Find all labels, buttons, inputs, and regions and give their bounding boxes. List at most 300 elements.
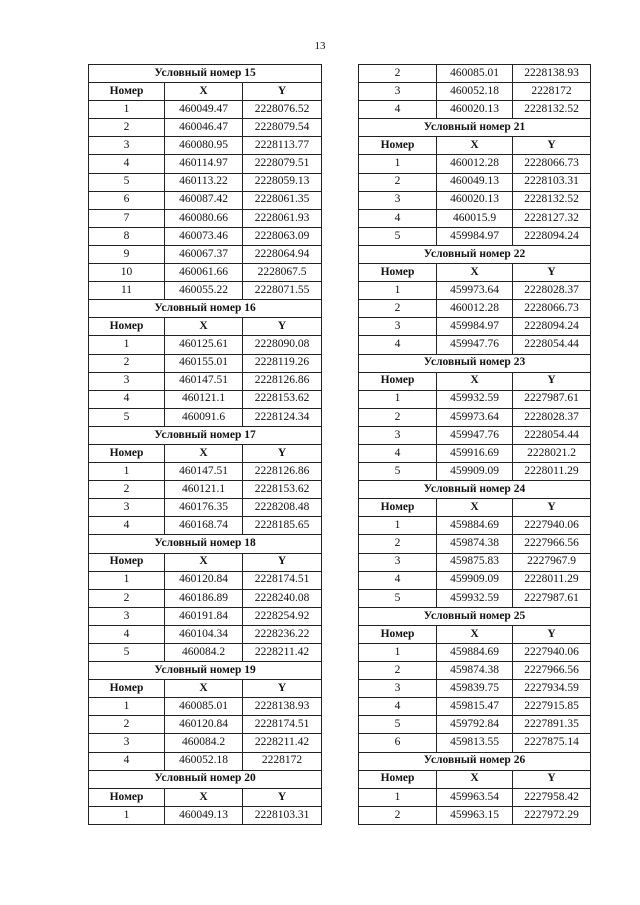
table-row bbox=[359, 644, 591, 662]
coordinates-table-left bbox=[88, 64, 321, 825]
y-coordinate-cell: 2228113.77 bbox=[243, 137, 322, 155]
table-header-row bbox=[359, 137, 591, 155]
section-title-row bbox=[89, 770, 322, 788]
header-x: X bbox=[165, 553, 243, 571]
y-coordinate-cell: 2228061.35 bbox=[243, 191, 322, 209]
y-coordinate-cell: 2228011.29 bbox=[513, 571, 591, 589]
table-body-right bbox=[359, 65, 591, 825]
point-number-cell: 4 bbox=[89, 517, 165, 535]
x-coordinate-cell: 459932.59 bbox=[437, 589, 513, 607]
point-number-cell: 3 bbox=[359, 191, 437, 209]
y-coordinate-cell: 2228119.26 bbox=[243, 354, 322, 372]
y-coordinate-cell: 2228066.73 bbox=[513, 300, 591, 318]
y-coordinate-cell: 2227966.56 bbox=[513, 662, 591, 680]
header-y: Y bbox=[243, 680, 322, 698]
section-title-row bbox=[359, 481, 591, 499]
table-row bbox=[359, 173, 591, 191]
point-number-cell: 4 bbox=[359, 444, 437, 462]
y-coordinate-cell: 2227940.06 bbox=[513, 517, 591, 535]
x-coordinate-cell: 459916.69 bbox=[437, 444, 513, 462]
header-number: Номер bbox=[89, 318, 165, 336]
table-row bbox=[89, 499, 322, 517]
x-coordinate-cell: 459884.69 bbox=[437, 517, 513, 535]
y-coordinate-cell: 2228103.31 bbox=[243, 806, 322, 824]
section-title: Условный номер 17 bbox=[89, 426, 322, 444]
y-coordinate-cell: 2228127.32 bbox=[513, 209, 591, 227]
point-number-cell: 4 bbox=[89, 752, 165, 770]
x-coordinate-cell: 460155.01 bbox=[165, 354, 243, 372]
y-coordinate-cell: 2228240.08 bbox=[243, 589, 322, 607]
table-row bbox=[359, 553, 591, 571]
header-number: Номер bbox=[359, 137, 437, 155]
table-body-left bbox=[89, 65, 322, 825]
point-number-cell: 3 bbox=[89, 372, 165, 390]
table-header-row bbox=[89, 83, 322, 101]
y-coordinate-cell: 2228124.34 bbox=[243, 408, 322, 426]
coordinates-table-right bbox=[358, 64, 590, 825]
point-number-cell: 2 bbox=[359, 65, 437, 83]
y-coordinate-cell: 2227966.56 bbox=[513, 535, 591, 553]
header-number: Номер bbox=[359, 499, 437, 517]
point-number-cell: 4 bbox=[89, 155, 165, 173]
y-coordinate-cell: 2228138.93 bbox=[513, 65, 591, 83]
x-coordinate-cell: 460191.84 bbox=[165, 607, 243, 625]
x-coordinate-cell: 460073.46 bbox=[165, 227, 243, 245]
point-number-cell: 2 bbox=[89, 354, 165, 372]
table-row bbox=[359, 535, 591, 553]
section-title: Условный номер 22 bbox=[359, 245, 591, 263]
header-number: Номер bbox=[89, 788, 165, 806]
header-x: X bbox=[437, 372, 513, 390]
x-coordinate-cell: 460084.2 bbox=[165, 734, 243, 752]
table-row bbox=[89, 589, 322, 607]
y-coordinate-cell: 2228132.52 bbox=[513, 101, 591, 119]
point-number-cell: 5 bbox=[359, 589, 437, 607]
y-coordinate-cell: 2228132.52 bbox=[513, 191, 591, 209]
table-row bbox=[359, 662, 591, 680]
y-coordinate-cell: 2228174.51 bbox=[243, 571, 322, 589]
point-number-cell: 5 bbox=[89, 408, 165, 426]
point-number-cell: 3 bbox=[359, 680, 437, 698]
section-title: Условный номер 25 bbox=[359, 607, 591, 625]
point-number-cell: 3 bbox=[359, 83, 437, 101]
header-y: Y bbox=[243, 788, 322, 806]
table-row bbox=[359, 318, 591, 336]
y-coordinate-cell: 2228054.44 bbox=[513, 336, 591, 354]
table-row bbox=[89, 644, 322, 662]
x-coordinate-cell: 460015.9 bbox=[437, 209, 513, 227]
table-header-row bbox=[89, 553, 322, 571]
x-coordinate-cell: 459813.55 bbox=[437, 734, 513, 752]
x-coordinate-cell: 460147.51 bbox=[165, 372, 243, 390]
y-coordinate-cell: 2228185.65 bbox=[243, 517, 322, 535]
section-title: Условный номер 19 bbox=[89, 662, 322, 680]
section-title: Условный номер 21 bbox=[359, 119, 591, 137]
point-number-cell: 5 bbox=[359, 227, 437, 245]
y-coordinate-cell: 2228211.42 bbox=[243, 734, 322, 752]
table-row bbox=[359, 83, 591, 101]
point-number-cell: 6 bbox=[89, 191, 165, 209]
point-number-cell: 1 bbox=[89, 571, 165, 589]
point-number-cell: 11 bbox=[89, 282, 165, 300]
table-row bbox=[89, 463, 322, 481]
x-coordinate-cell: 459973.64 bbox=[437, 282, 513, 300]
x-coordinate-cell: 460055.22 bbox=[165, 282, 243, 300]
section-title: Условный номер 15 bbox=[89, 65, 322, 83]
y-coordinate-cell: 2228208.48 bbox=[243, 499, 322, 517]
y-coordinate-cell: 2228064.94 bbox=[243, 245, 322, 263]
y-coordinate-cell: 2227934.59 bbox=[513, 680, 591, 698]
section-title-row bbox=[89, 300, 322, 318]
y-coordinate-cell: 2228063.09 bbox=[243, 227, 322, 245]
point-number-cell: 2 bbox=[359, 535, 437, 553]
header-number: Номер bbox=[359, 770, 437, 788]
x-coordinate-cell: 460085.01 bbox=[165, 698, 243, 716]
y-coordinate-cell: 2228067.5 bbox=[243, 264, 322, 282]
header-y: Y bbox=[513, 264, 591, 282]
section-title: Условный номер 16 bbox=[89, 300, 322, 318]
header-x: X bbox=[437, 137, 513, 155]
point-number-cell: 6 bbox=[359, 734, 437, 752]
table-row bbox=[89, 734, 322, 752]
point-number-cell: 3 bbox=[359, 318, 437, 336]
y-coordinate-cell: 2228054.44 bbox=[513, 426, 591, 444]
table-row bbox=[359, 734, 591, 752]
y-coordinate-cell: 2228076.52 bbox=[243, 101, 322, 119]
point-number-cell: 4 bbox=[359, 209, 437, 227]
x-coordinate-cell: 460114.97 bbox=[165, 155, 243, 173]
y-coordinate-cell: 2228094.24 bbox=[513, 318, 591, 336]
table-header-row bbox=[359, 264, 591, 282]
x-coordinate-cell: 460020.13 bbox=[437, 101, 513, 119]
table-row bbox=[89, 716, 322, 734]
section-title: Условный номер 20 bbox=[89, 770, 322, 788]
table-row bbox=[89, 264, 322, 282]
header-x: X bbox=[165, 680, 243, 698]
point-number-cell: 1 bbox=[359, 155, 437, 173]
table-row bbox=[89, 481, 322, 499]
x-coordinate-cell: 460084.2 bbox=[165, 644, 243, 662]
point-number-cell: 3 bbox=[89, 734, 165, 752]
table-row bbox=[89, 155, 322, 173]
header-number: Номер bbox=[89, 680, 165, 698]
table-row bbox=[359, 517, 591, 535]
table-row bbox=[89, 408, 322, 426]
x-coordinate-cell: 460121.1 bbox=[165, 390, 243, 408]
x-coordinate-cell: 459874.38 bbox=[437, 662, 513, 680]
point-number-cell: 1 bbox=[359, 788, 437, 806]
x-coordinate-cell: 460085.01 bbox=[437, 65, 513, 83]
table-row bbox=[89, 227, 322, 245]
x-coordinate-cell: 459984.97 bbox=[437, 318, 513, 336]
point-number-cell: 4 bbox=[359, 336, 437, 354]
point-number-cell: 1 bbox=[359, 517, 437, 535]
table-row bbox=[89, 245, 322, 263]
table-row bbox=[89, 119, 322, 137]
table-row bbox=[359, 65, 591, 83]
x-coordinate-cell: 459909.09 bbox=[437, 463, 513, 481]
x-coordinate-cell: 459947.76 bbox=[437, 426, 513, 444]
table-row bbox=[359, 227, 591, 245]
table-row bbox=[89, 571, 322, 589]
table-header-row bbox=[359, 770, 591, 788]
x-coordinate-cell: 459963.15 bbox=[437, 806, 513, 824]
y-coordinate-cell: 2228103.31 bbox=[513, 173, 591, 191]
header-number: Номер bbox=[89, 83, 165, 101]
section-title-row bbox=[89, 65, 322, 83]
x-coordinate-cell: 460168.74 bbox=[165, 517, 243, 535]
point-number-cell: 3 bbox=[359, 426, 437, 444]
point-number-cell: 1 bbox=[359, 390, 437, 408]
point-number-cell: 5 bbox=[359, 463, 437, 481]
point-number-cell: 1 bbox=[89, 806, 165, 824]
x-coordinate-cell: 460049.13 bbox=[437, 173, 513, 191]
x-coordinate-cell: 460113.22 bbox=[165, 173, 243, 191]
table-row bbox=[359, 155, 591, 173]
x-coordinate-cell: 460052.18 bbox=[165, 752, 243, 770]
section-title-row bbox=[359, 245, 591, 263]
table-row bbox=[359, 806, 591, 824]
x-coordinate-cell: 460147.51 bbox=[165, 463, 243, 481]
point-number-cell: 4 bbox=[359, 698, 437, 716]
table-row bbox=[359, 101, 591, 119]
point-number-cell: 9 bbox=[89, 245, 165, 263]
section-title-row bbox=[359, 119, 591, 137]
y-coordinate-cell: 2227875.14 bbox=[513, 734, 591, 752]
table-header-row bbox=[89, 680, 322, 698]
point-number-cell: 1 bbox=[359, 644, 437, 662]
table-row bbox=[89, 806, 322, 824]
point-number-cell: 3 bbox=[359, 553, 437, 571]
point-number-cell: 2 bbox=[89, 589, 165, 607]
x-coordinate-cell: 459973.64 bbox=[437, 408, 513, 426]
point-number-cell: 5 bbox=[89, 173, 165, 191]
point-number-cell: 3 bbox=[89, 137, 165, 155]
point-number-cell: 1 bbox=[359, 282, 437, 300]
x-coordinate-cell: 459947.76 bbox=[437, 336, 513, 354]
header-y: Y bbox=[243, 83, 322, 101]
header-y: Y bbox=[513, 770, 591, 788]
point-number-cell: 2 bbox=[359, 806, 437, 824]
table-row bbox=[359, 444, 591, 462]
point-number-cell: 1 bbox=[89, 336, 165, 354]
point-number-cell: 2 bbox=[359, 662, 437, 680]
header-number: Номер bbox=[89, 553, 165, 571]
y-coordinate-cell: 2228153.62 bbox=[243, 481, 322, 499]
y-coordinate-cell: 2228174.51 bbox=[243, 716, 322, 734]
y-coordinate-cell: 2227987.61 bbox=[513, 390, 591, 408]
x-coordinate-cell: 460080.95 bbox=[165, 137, 243, 155]
x-coordinate-cell: 460049.47 bbox=[165, 101, 243, 119]
y-coordinate-cell: 2228254.92 bbox=[243, 607, 322, 625]
y-coordinate-cell: 2228172 bbox=[513, 83, 591, 101]
x-coordinate-cell: 459839.75 bbox=[437, 680, 513, 698]
table-row bbox=[89, 372, 322, 390]
x-coordinate-cell: 459815.47 bbox=[437, 698, 513, 716]
y-coordinate-cell: 2228066.73 bbox=[513, 155, 591, 173]
header-x: X bbox=[165, 444, 243, 462]
table-row bbox=[89, 752, 322, 770]
y-coordinate-cell: 2227972.29 bbox=[513, 806, 591, 824]
point-number-cell: 1 bbox=[89, 698, 165, 716]
y-coordinate-cell: 2227891.35 bbox=[513, 716, 591, 734]
section-title-row bbox=[359, 354, 591, 372]
header-x: X bbox=[437, 499, 513, 517]
y-coordinate-cell: 2228094.24 bbox=[513, 227, 591, 245]
table-row bbox=[359, 390, 591, 408]
point-number-cell: 4 bbox=[359, 101, 437, 119]
point-number-cell: 5 bbox=[89, 644, 165, 662]
y-coordinate-cell: 2228211.42 bbox=[243, 644, 322, 662]
y-coordinate-cell: 2228061.93 bbox=[243, 209, 322, 227]
y-coordinate-cell: 2227967.9 bbox=[513, 553, 591, 571]
table-row bbox=[89, 282, 322, 300]
table-row bbox=[359, 282, 591, 300]
y-coordinate-cell: 2228021.2 bbox=[513, 444, 591, 462]
header-x: X bbox=[437, 770, 513, 788]
y-coordinate-cell: 2228028.37 bbox=[513, 282, 591, 300]
x-coordinate-cell: 460046.47 bbox=[165, 119, 243, 137]
y-coordinate-cell: 2228172 bbox=[243, 752, 322, 770]
table-header-row bbox=[89, 444, 322, 462]
y-coordinate-cell: 2228236.22 bbox=[243, 625, 322, 643]
x-coordinate-cell: 460012.28 bbox=[437, 300, 513, 318]
y-coordinate-cell: 2227940.06 bbox=[513, 644, 591, 662]
x-coordinate-cell: 460120.84 bbox=[165, 716, 243, 734]
x-coordinate-cell: 460176.35 bbox=[165, 499, 243, 517]
table-row bbox=[89, 390, 322, 408]
table-row bbox=[359, 680, 591, 698]
page-number: 13 bbox=[314, 40, 326, 52]
section-title: Условный номер 23 bbox=[359, 354, 591, 372]
x-coordinate-cell: 460121.1 bbox=[165, 481, 243, 499]
x-coordinate-cell: 460186.89 bbox=[165, 589, 243, 607]
y-coordinate-cell: 2228126.86 bbox=[243, 372, 322, 390]
table-header-row bbox=[89, 318, 322, 336]
x-coordinate-cell: 460012.28 bbox=[437, 155, 513, 173]
x-coordinate-cell: 459884.69 bbox=[437, 644, 513, 662]
y-coordinate-cell: 2228126.86 bbox=[243, 463, 322, 481]
section-title: Условный номер 18 bbox=[89, 535, 322, 553]
y-coordinate-cell: 2228138.93 bbox=[243, 698, 322, 716]
point-number-cell: 2 bbox=[359, 408, 437, 426]
y-coordinate-cell: 2228059.13 bbox=[243, 173, 322, 191]
x-coordinate-cell: 460052.18 bbox=[437, 83, 513, 101]
point-number-cell: 1 bbox=[89, 463, 165, 481]
header-y: Y bbox=[513, 625, 591, 643]
point-number-cell: 7 bbox=[89, 209, 165, 227]
table-row bbox=[89, 336, 322, 354]
y-coordinate-cell: 2228090.08 bbox=[243, 336, 322, 354]
table-row bbox=[359, 408, 591, 426]
point-number-cell: 4 bbox=[89, 390, 165, 408]
header-y: Y bbox=[513, 137, 591, 155]
header-x: X bbox=[437, 625, 513, 643]
x-coordinate-cell: 460061.66 bbox=[165, 264, 243, 282]
section-title-row bbox=[89, 662, 322, 680]
x-coordinate-cell: 459874.38 bbox=[437, 535, 513, 553]
y-coordinate-cell: 2227915.85 bbox=[513, 698, 591, 716]
table-row bbox=[89, 137, 322, 155]
point-number-cell: 8 bbox=[89, 227, 165, 245]
table-row bbox=[359, 300, 591, 318]
table-row bbox=[359, 788, 591, 806]
table-row bbox=[359, 698, 591, 716]
header-y: Y bbox=[243, 553, 322, 571]
x-coordinate-cell: 459792.84 bbox=[437, 716, 513, 734]
point-number-cell: 2 bbox=[89, 119, 165, 137]
x-coordinate-cell: 460080.66 bbox=[165, 209, 243, 227]
table-row bbox=[359, 191, 591, 209]
point-number-cell: 4 bbox=[89, 625, 165, 643]
table-header-row bbox=[359, 372, 591, 390]
x-coordinate-cell: 459875.83 bbox=[437, 553, 513, 571]
header-y: Y bbox=[243, 318, 322, 336]
point-number-cell: 10 bbox=[89, 264, 165, 282]
x-coordinate-cell: 460067.37 bbox=[165, 245, 243, 263]
table-row bbox=[89, 191, 322, 209]
table-row bbox=[89, 517, 322, 535]
table-row bbox=[359, 716, 591, 734]
table-row bbox=[359, 209, 591, 227]
header-x: X bbox=[165, 83, 243, 101]
table-row bbox=[359, 589, 591, 607]
header-y: Y bbox=[513, 372, 591, 390]
table-row bbox=[359, 463, 591, 481]
point-number-cell: 2 bbox=[359, 300, 437, 318]
y-coordinate-cell: 2227958.42 bbox=[513, 788, 591, 806]
header-number: Номер bbox=[359, 264, 437, 282]
header-number: Номер bbox=[359, 372, 437, 390]
x-coordinate-cell: 459932.59 bbox=[437, 390, 513, 408]
table-row bbox=[89, 354, 322, 372]
y-coordinate-cell: 2227987.61 bbox=[513, 589, 591, 607]
header-number: Номер bbox=[89, 444, 165, 462]
x-coordinate-cell: 460091.6 bbox=[165, 408, 243, 426]
x-coordinate-cell: 460120.84 bbox=[165, 571, 243, 589]
section-title: Условный номер 24 bbox=[359, 481, 591, 499]
y-coordinate-cell: 2228011.29 bbox=[513, 463, 591, 481]
x-coordinate-cell: 460104.34 bbox=[165, 625, 243, 643]
point-number-cell: 2 bbox=[89, 716, 165, 734]
y-coordinate-cell: 2228153.62 bbox=[243, 390, 322, 408]
y-coordinate-cell: 2228071.55 bbox=[243, 282, 322, 300]
table-row bbox=[359, 571, 591, 589]
section-title: Условный номер 26 bbox=[359, 752, 591, 770]
x-coordinate-cell: 459963.54 bbox=[437, 788, 513, 806]
header-number: Номер bbox=[359, 625, 437, 643]
table-row bbox=[359, 336, 591, 354]
header-x: X bbox=[165, 788, 243, 806]
header-y: Y bbox=[513, 499, 591, 517]
table-row bbox=[89, 101, 322, 119]
header-y: Y bbox=[243, 444, 322, 462]
x-coordinate-cell: 460049.13 bbox=[165, 806, 243, 824]
section-title-row bbox=[89, 535, 322, 553]
table-header-row bbox=[89, 788, 322, 806]
point-number-cell: 2 bbox=[89, 481, 165, 499]
x-coordinate-cell: 459909.09 bbox=[437, 571, 513, 589]
point-number-cell: 4 bbox=[359, 571, 437, 589]
section-title-row bbox=[89, 426, 322, 444]
point-number-cell: 1 bbox=[89, 101, 165, 119]
point-number-cell: 2 bbox=[359, 173, 437, 191]
point-number-cell: 3 bbox=[89, 607, 165, 625]
header-x: X bbox=[437, 264, 513, 282]
x-coordinate-cell: 460125.61 bbox=[165, 336, 243, 354]
point-number-cell: 3 bbox=[89, 499, 165, 517]
table-row bbox=[89, 698, 322, 716]
